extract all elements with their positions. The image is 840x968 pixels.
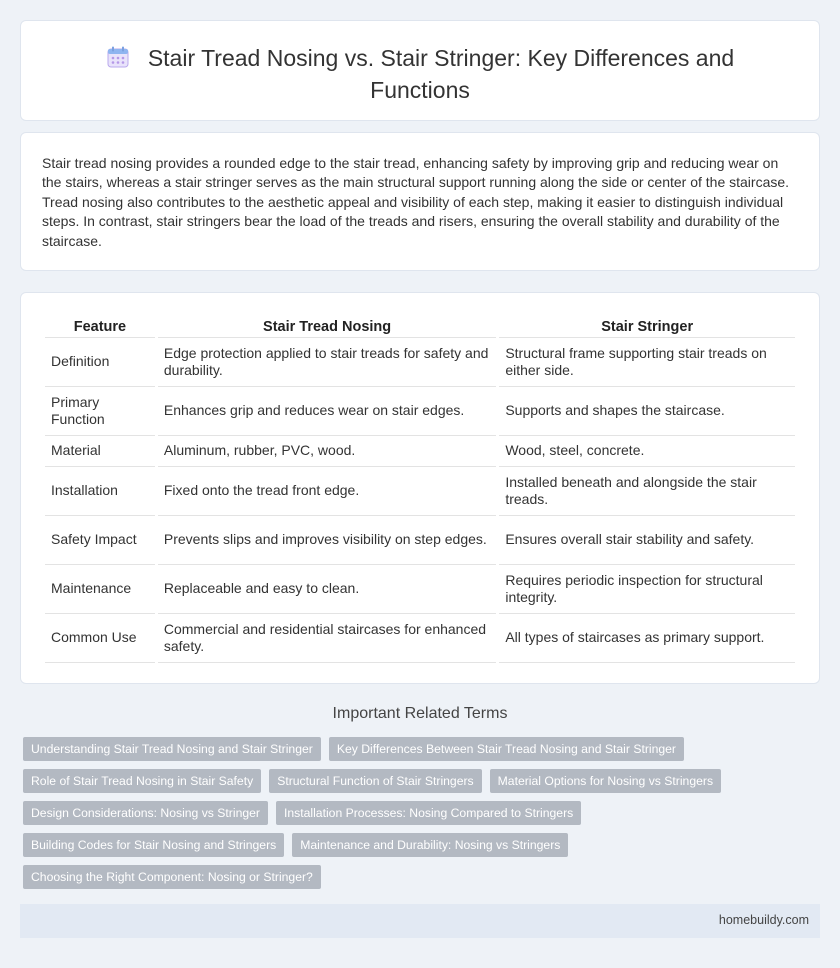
comparison-card <box>20 292 820 684</box>
title-line-1: Stair Tread Nosing vs. Stair Stringer: Key Differences and <box>147 45 735 71</box>
row-nosing: Replaceable and easy to clean. <box>158 565 496 614</box>
table-row <box>45 516 795 565</box>
table-row <box>45 565 795 614</box>
row-feature: Primary Function <box>45 387 155 436</box>
row-nosing: Prevents slips and improves visibility on step edges. <box>158 516 496 565</box>
calendar-icon <box>106 45 130 76</box>
related-term-tag[interactable]: Design Considerations: Nosing vs Stringer <box>23 801 268 825</box>
header-stair-tread-nosing: Stair Tread Nosing <box>158 314 496 338</box>
related-term-tag[interactable]: Understanding Stair Tread Nosing and Stair Stringer <box>23 737 321 761</box>
row-feature: Definition <box>45 338 155 387</box>
row-nosing: Fixed onto the tread front edge. <box>158 467 496 516</box>
related-term-tag[interactable]: Key Differences Between Stair Tread Nosing and Stair Stringer <box>329 737 684 761</box>
row-stringer: Requires periodic inspection for structural integrity. <box>499 565 795 614</box>
row-stringer: Wood, steel, concrete. <box>499 436 795 467</box>
related-term-tag[interactable]: Material Options for Nosing vs Stringers <box>490 769 721 793</box>
table-row <box>45 436 795 467</box>
header-feature: Feature <box>45 314 155 338</box>
table-header-row <box>45 314 795 338</box>
header-stair-stringer: Stair Stringer <box>499 314 795 338</box>
footer <box>20 904 820 938</box>
comparison-table <box>42 314 798 663</box>
related-term-tag[interactable]: Building Codes for Stair Nosing and Stringers <box>23 833 284 857</box>
page-title <box>21 44 819 105</box>
table-row <box>45 614 795 663</box>
row-feature: Installation <box>45 467 155 516</box>
table-row <box>45 387 795 436</box>
row-nosing: Edge protection applied to stair treads for safety and durability. <box>158 338 496 387</box>
title-card <box>20 20 820 121</box>
related-term-tag[interactable]: Choosing the Right Component: Nosing or Stringer? <box>23 865 321 889</box>
row-nosing: Enhances grip and reduces wear on stair edges. <box>158 387 496 436</box>
related-term-tag[interactable]: Maintenance and Durability: Nosing vs Stringers <box>292 833 568 857</box>
row-feature: Common Use <box>45 614 155 663</box>
table-row <box>45 467 795 516</box>
row-feature: Material <box>45 436 155 467</box>
row-feature: Maintenance <box>45 565 155 614</box>
row-stringer: Ensures overall stair stability and safety. <box>499 516 795 565</box>
footer-site-link[interactable]: homebuildy.com <box>718 913 809 927</box>
related-term-tag[interactable]: Structural Function of Stair Stringers <box>269 769 481 793</box>
related-term-tag[interactable]: Installation Processes: Nosing Compared to Stringers <box>276 801 581 825</box>
title-line-2: Functions <box>370 77 470 103</box>
related-terms-heading: Important Related Terms <box>332 705 508 722</box>
related-terms-list <box>23 737 723 897</box>
intro-paragraph: Stair tread nosing provides a rounded edge to the stair tread, enhancing safety by improving grip and reducing wear on the stairs, whereas a stair stringer serves as the main structural support running along the side or center of the staircase. Tread nosing also contributes to the aesthetic appeal and visibility of each step, making it easier to distinguish individual steps. In contrast, stair stringers bear the load of the treads and risers, ensuring the overall stability and durability of the staircase. <box>42 155 790 249</box>
table-row <box>45 338 795 387</box>
row-stringer: All types of staircases as primary support. <box>499 614 795 663</box>
row-stringer: Supports and shapes the staircase. <box>499 387 795 436</box>
row-nosing: Commercial and residential staircases for enhanced safety. <box>158 614 496 663</box>
row-stringer: Structural frame supporting stair treads on either side. <box>499 338 795 387</box>
related-term-tag[interactable]: Role of Stair Tread Nosing in Stair Safety <box>23 769 261 793</box>
row-stringer: Installed beneath and alongside the stair treads. <box>499 467 795 516</box>
row-feature: Safety Impact <box>45 516 155 565</box>
intro-card <box>20 132 820 271</box>
row-nosing: Aluminum, rubber, PVC, wood. <box>158 436 496 467</box>
